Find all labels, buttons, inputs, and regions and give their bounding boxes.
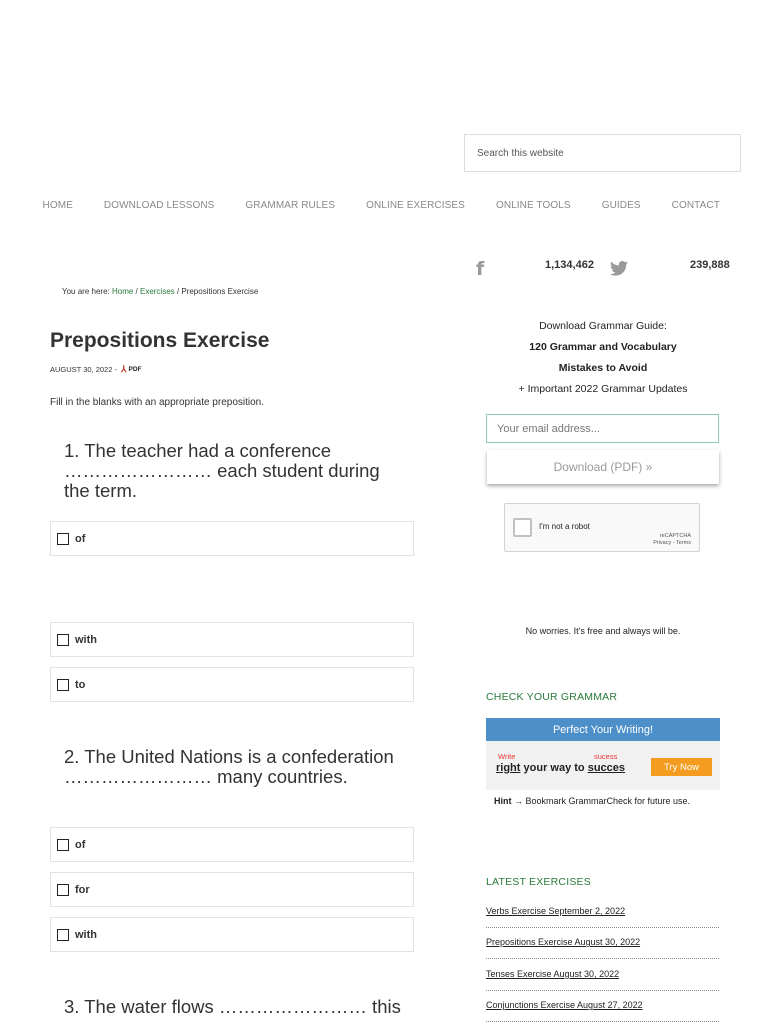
- hint-text: Hint → Bookmark GrammarCheck for future use.: [494, 796, 691, 806]
- promo-line: Download Grammar Guide:: [539, 320, 667, 332]
- pdf-link[interactable]: [121, 364, 142, 375]
- option-label: with: [75, 633, 97, 646]
- banner-tagline: right your way to succes: [496, 762, 626, 774]
- nav-contact[interactable]: CONTACT: [671, 200, 720, 211]
- answer-option[interactable]: [50, 667, 414, 702]
- promo-line: Mistakes to Avoid: [558, 362, 648, 374]
- question-2: 2. The United Nations is a confederation …………………… many countries.: [64, 746, 394, 787]
- checkbox[interactable]: [57, 634, 69, 646]
- answer-option[interactable]: [50, 521, 414, 556]
- facebook-icon[interactable]: f: [476, 258, 485, 280]
- banner-heading: Perfect Your Writing!: [486, 718, 720, 741]
- breadcrumb-sep: /: [174, 287, 182, 296]
- post-meta: [50, 364, 141, 375]
- option-label: of: [75, 532, 86, 545]
- pdf-label: PDF: [128, 366, 142, 373]
- option-label: for: [75, 883, 90, 896]
- promo-line: + Important 2022 Grammar Updates: [518, 383, 688, 395]
- intro-text: Fill in the blanks with an appropriate preposition.: [50, 397, 265, 408]
- nav-online-tools[interactable]: ONLINE TOOLS: [495, 200, 571, 211]
- guide-promo: [486, 316, 720, 400]
- main-nav: [27, 200, 735, 211]
- breadcrumb-current: Prepositions Exercise: [181, 287, 259, 296]
- option-label: of: [75, 838, 86, 851]
- nav-online-exercises[interactable]: ONLINE EXERCISES: [366, 200, 465, 211]
- email-field[interactable]: [486, 414, 719, 443]
- list-item[interactable]: Tenses Exercise August 30, 2022: [486, 959, 719, 991]
- breadcrumb-home[interactable]: Home: [111, 287, 134, 296]
- checkbox[interactable]: [57, 884, 69, 896]
- try-now-button[interactable]: Try Now: [651, 758, 712, 776]
- checkbox[interactable]: [57, 679, 69, 691]
- no-worries-text: No worries. It's free and always will be.: [525, 626, 681, 636]
- promo-line: 120 Grammar and Vocabulary: [529, 341, 677, 353]
- search-box[interactable]: [464, 134, 741, 172]
- answer-option[interactable]: [50, 917, 414, 952]
- latest-exercises-title: LATEST EXERCISES: [486, 876, 591, 888]
- nav-download-lessons[interactable]: DOWNLOAD LESSONS: [103, 200, 215, 211]
- twitter-icon[interactable]: [610, 261, 628, 281]
- social-counters: [470, 256, 740, 280]
- recaptcha-checkbox[interactable]: [513, 518, 532, 537]
- breadcrumb-sep: /: [133, 287, 140, 296]
- grammarcheck-banner[interactable]: [486, 718, 720, 790]
- recaptcha-label: I'm not a robot: [539, 522, 590, 531]
- search-input[interactable]: [465, 135, 740, 171]
- post-date: AUGUST 30, 2022 -: [50, 365, 117, 374]
- recaptcha-logo: reCAPTCHA Privacy - Terms: [653, 533, 691, 546]
- checkbox[interactable]: [57, 929, 69, 941]
- question-1: 1. The teacher had a conference …………………… each student during the term.: [64, 440, 380, 501]
- answer-option[interactable]: [50, 827, 414, 862]
- banner-write: Write: [498, 752, 516, 761]
- nav-grammar-rules[interactable]: GRAMMAR RULES: [245, 200, 336, 211]
- twitter-count: 239,888: [690, 259, 730, 271]
- pdf-icon: ⅄: [120, 364, 127, 374]
- nav-home[interactable]: HOME: [42, 200, 73, 211]
- breadcrumb-exercises[interactable]: Exercises: [139, 287, 175, 296]
- option-label: with: [75, 928, 97, 941]
- checkbox[interactable]: [57, 839, 69, 851]
- latest-exercises-list: [486, 896, 719, 1022]
- list-item[interactable]: Verbs Exercise September 2, 2022: [486, 896, 719, 928]
- answer-option[interactable]: [50, 872, 414, 907]
- download-pdf-button[interactable]: Download (PDF) »: [487, 450, 719, 484]
- page-title: Prepositions Exercise: [50, 329, 270, 352]
- check-grammar-title: CHECK YOUR GRAMMAR: [486, 691, 618, 703]
- breadcrumb: [62, 287, 258, 296]
- checkbox[interactable]: [57, 533, 69, 545]
- option-label: to: [75, 678, 86, 691]
- email-input[interactable]: [487, 415, 718, 442]
- list-item[interactable]: Conjunctions Exercise August 27, 2022: [486, 991, 719, 1023]
- breadcrumb-prefix: You are here:: [62, 287, 112, 296]
- list-item[interactable]: Prepositions Exercise August 30, 2022: [486, 928, 719, 960]
- nav-guides[interactable]: GUIDES: [601, 200, 641, 211]
- banner-sucess: sucess: [594, 752, 618, 761]
- answer-option[interactable]: [50, 622, 414, 657]
- recaptcha-widget: [504, 503, 700, 552]
- facebook-count: 1,134,462: [545, 259, 594, 271]
- question-3: 3. The water flows …………………… this: [64, 996, 401, 1017]
